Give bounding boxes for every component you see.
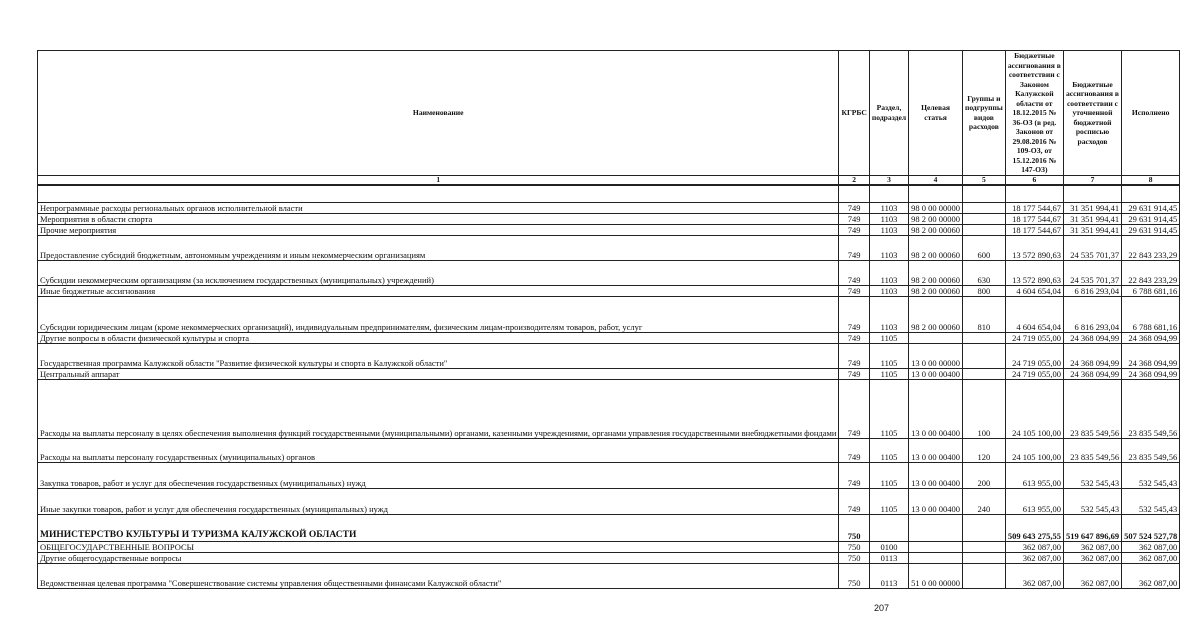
column-number: 2 [839, 175, 869, 185]
cell-group [962, 552, 1005, 563]
cell-kgrbs: 749 [839, 379, 869, 438]
cell-group: 120 [962, 438, 1005, 462]
cell-name: ОБЩЕГОСУДАРСТВЕННЫЕ ВОПРОСЫ [38, 541, 839, 552]
cell-kgrbs: 749 [839, 488, 869, 514]
table-row [38, 552, 1180, 563]
cell-refined: 24 535 701,37 [1063, 235, 1121, 260]
cell-name: Ведомственная целевая программа "Совершенствование системы управления общественными финансами Калужской области" [38, 563, 839, 588]
cell-refined: 532 545,43 [1063, 462, 1121, 488]
cell-executed: 6 788 681,16 [1122, 285, 1180, 296]
page-number: 207 [873, 603, 889, 613]
cell-kgrbs: 750 [839, 563, 869, 588]
header-executed: Исполнено [1122, 51, 1180, 176]
table-row [38, 462, 1180, 488]
cell-article: 13 0 00 00400 [909, 379, 963, 438]
cell-kgrbs: 749 [839, 224, 869, 235]
table-row [38, 332, 1180, 343]
cell-kgrbs: 749 [839, 213, 869, 224]
cell-refined: 362 087,00 [1063, 552, 1121, 563]
spacer-row [38, 185, 1180, 203]
cell-law: 24 105 100,00 [1005, 379, 1063, 438]
cell-kgrbs: 749 [839, 462, 869, 488]
column-number: 3 [869, 175, 908, 185]
cell-group [962, 563, 1005, 588]
cell-group [962, 343, 1005, 368]
cell-kgrbs: 749 [839, 438, 869, 462]
cell-group [962, 514, 1005, 541]
table-row [38, 343, 1180, 368]
cell-refined: 31 351 994,41 [1063, 224, 1121, 235]
cell-group [962, 332, 1005, 343]
cell-group [962, 541, 1005, 552]
cell-group: 100 [962, 379, 1005, 438]
cell-name: Прочие мероприятия [38, 224, 839, 235]
cell-article: 13 0 00 00400 [909, 368, 963, 379]
cell-section: 1105 [869, 438, 908, 462]
cell-name: Другие вопросы в области физической культуры и спорта [38, 332, 839, 343]
cell-law: 24 719 055,00 [1005, 368, 1063, 379]
column-number: 6 [1005, 175, 1063, 185]
header-law-allocation: Бюджетные ассигнования в соответствии с Законом Калужской области от 18.12.2015 № 36-ОЗ (в ред. Законов от 29.08.2016 № 109-ОЗ, от 15.12.2016 № 147-ОЗ) [1005, 51, 1063, 176]
cell-section [869, 514, 908, 541]
cell-refined: 31 351 994,41 [1063, 213, 1121, 224]
cell-article [909, 514, 963, 541]
cell-law: 4 604 654,04 [1005, 296, 1063, 332]
cell-refined: 6 816 293,04 [1063, 296, 1121, 332]
cell-law: 4 604 654,04 [1005, 285, 1063, 296]
cell-name: Субсидии некоммерческим организациям (за исключением государственных (муниципальных) учреждений) [38, 260, 839, 285]
cell-executed: 29 631 914,45 [1122, 202, 1180, 213]
table-row [38, 235, 1180, 260]
cell-executed: 362 087,00 [1122, 541, 1180, 552]
table-row [38, 285, 1180, 296]
cell-executed: 22 843 233,29 [1122, 235, 1180, 260]
header-refined-allocation: Бюджетные ассигнования в соответствии с уточненной бюджетной росписью расходов [1063, 51, 1121, 176]
cell-kgrbs: 750 [839, 514, 869, 541]
cell-name: Центральный аппарат [38, 368, 839, 379]
cell-article [909, 552, 963, 563]
cell-article: 51 0 00 00000 [909, 563, 963, 588]
cell-group: 240 [962, 488, 1005, 514]
table-row [38, 438, 1180, 462]
table-row [38, 296, 1180, 332]
cell-article [909, 541, 963, 552]
cell-kgrbs: 749 [839, 296, 869, 332]
cell-group: 200 [962, 462, 1005, 488]
cell-name: Иные закупки товаров, работ и услуг для обеспечения государственных (муниципальных) нужд [38, 488, 839, 514]
cell-executed: 362 087,00 [1122, 552, 1180, 563]
cell-law: 362 087,00 [1005, 563, 1063, 588]
cell-section: 1105 [869, 332, 908, 343]
cell-kgrbs: 750 [839, 552, 869, 563]
header-expense-group: Группы и подгруппы видов расходов [962, 51, 1005, 176]
cell-group: 630 [962, 260, 1005, 285]
cell-section: 1103 [869, 235, 908, 260]
cell-article: 98 2 00 00060 [909, 224, 963, 235]
table-header-row [38, 51, 1180, 176]
cell-group [962, 213, 1005, 224]
cell-section: 1105 [869, 488, 908, 514]
cell-law: 18 177 544,67 [1005, 202, 1063, 213]
cell-refined: 31 351 994,41 [1063, 202, 1121, 213]
cell-name: Государственная программа Калужской области "Развитие физической культуры и спорта в Калужской области" [38, 343, 839, 368]
cell-name: Непрограммные расходы региональных органов исполнительной власти [38, 202, 839, 213]
cell-law: 362 087,00 [1005, 541, 1063, 552]
cell-name: Иные бюджетные ассигнования [38, 285, 839, 296]
cell-executed: 29 631 914,45 [1122, 213, 1180, 224]
cell-executed: 23 835 549,56 [1122, 438, 1180, 462]
column-number: 5 [962, 175, 1005, 185]
cell-refined: 362 087,00 [1063, 541, 1121, 552]
cell-kgrbs: 750 [839, 541, 869, 552]
cell-law: 613 955,00 [1005, 462, 1063, 488]
cell-law: 24 105 100,00 [1005, 438, 1063, 462]
cell-law: 613 955,00 [1005, 488, 1063, 514]
cell-group: 600 [962, 235, 1005, 260]
table-row [38, 260, 1180, 285]
cell-section: 1103 [869, 224, 908, 235]
cell-executed: 22 843 233,29 [1122, 260, 1180, 285]
table-row [38, 541, 1180, 552]
cell-law: 509 643 275,55 [1005, 514, 1063, 541]
cell-law: 13 572 890,63 [1005, 260, 1063, 285]
table-row [38, 213, 1180, 224]
cell-group: 810 [962, 296, 1005, 332]
cell-section: 0113 [869, 563, 908, 588]
cell-executed: 23 835 549,56 [1122, 379, 1180, 438]
cell-section: 1105 [869, 462, 908, 488]
cell-name: Расходы на выплаты персоналу государственных (муниципальных) органов [38, 438, 839, 462]
cell-group [962, 368, 1005, 379]
cell-article: 98 2 00 00060 [909, 296, 963, 332]
cell-kgrbs: 749 [839, 343, 869, 368]
table-row [38, 224, 1180, 235]
cell-section: 0113 [869, 552, 908, 563]
cell-refined: 24 368 094,99 [1063, 343, 1121, 368]
cell-executed: 24 368 094,99 [1122, 343, 1180, 368]
cell-executed: 532 545,43 [1122, 462, 1180, 488]
cell-section: 1103 [869, 285, 908, 296]
cell-section: 1105 [869, 368, 908, 379]
cell-kgrbs: 749 [839, 235, 869, 260]
cell-law: 18 177 544,67 [1005, 224, 1063, 235]
cell-section: 1103 [869, 296, 908, 332]
cell-section: 1103 [869, 213, 908, 224]
cell-group: 800 [962, 285, 1005, 296]
cell-law: 24 719 055,00 [1005, 343, 1063, 368]
cell-article [909, 332, 963, 343]
table-row [38, 379, 1180, 438]
table-row [38, 514, 1180, 541]
cell-group [962, 224, 1005, 235]
cell-section: 1103 [869, 260, 908, 285]
cell-section: 1105 [869, 343, 908, 368]
cell-kgrbs: 749 [839, 260, 869, 285]
column-number: 7 [1063, 175, 1121, 185]
cell-law: 24 719 055,00 [1005, 332, 1063, 343]
cell-name: Другие общегосударственные вопросы [38, 552, 839, 563]
header-name: Наименование [38, 51, 839, 176]
cell-article: 98 2 00 00000 [909, 213, 963, 224]
cell-article: 13 0 00 00400 [909, 462, 963, 488]
cell-section: 1103 [869, 202, 908, 213]
column-number: 1 [38, 175, 839, 185]
cell-article: 13 0 00 00000 [909, 343, 963, 368]
cell-article: 98 2 00 00060 [909, 235, 963, 260]
cell-group [962, 202, 1005, 213]
cell-name: Предоставление субсидий бюджетным, автономным учреждениям и иным некоммерческим организациям [38, 235, 839, 260]
cell-executed: 24 368 094,99 [1122, 368, 1180, 379]
header-target-article: Целевая статья [909, 51, 963, 176]
cell-section: 0100 [869, 541, 908, 552]
cell-executed: 24 368 094,99 [1122, 332, 1180, 343]
cell-name: Расходы на выплаты персоналу в целях обеспечения выполнения функций государственными (муниципальными) органами, казенными учреждениями, органами управления государственными внебюджетными фондами [38, 379, 839, 438]
cell-refined: 23 835 549,56 [1063, 379, 1121, 438]
cell-executed: 507 524 527,78 [1122, 514, 1180, 541]
cell-refined: 23 835 549,56 [1063, 438, 1121, 462]
cell-refined: 24 368 094,99 [1063, 332, 1121, 343]
cell-kgrbs: 749 [839, 368, 869, 379]
cell-law: 362 087,00 [1005, 552, 1063, 563]
cell-kgrbs: 749 [839, 285, 869, 296]
cell-executed: 6 788 681,16 [1122, 296, 1180, 332]
column-number: 8 [1122, 175, 1180, 185]
table-row [38, 563, 1180, 588]
cell-name: МИНИСТЕРСТВО КУЛЬТУРЫ И ТУРИЗМА КАЛУЖСКОЙ ОБЛАСТИ [38, 514, 839, 541]
cell-refined: 519 647 896,69 [1063, 514, 1121, 541]
budget-execution-table [37, 50, 1180, 589]
header-section: Раздел, подраздел [869, 51, 908, 176]
cell-article: 13 0 00 00400 [909, 438, 963, 462]
cell-refined: 24 535 701,37 [1063, 260, 1121, 285]
cell-executed: 362 087,00 [1122, 563, 1180, 588]
cell-article: 13 0 00 00400 [909, 488, 963, 514]
cell-kgrbs: 749 [839, 202, 869, 213]
cell-name: Субсидии юридическим лицам (кроме некоммерческих организаций), индивидуальным предпринимателям, физическим лицам-производителям товаров, работ, услуг [38, 296, 839, 332]
cell-law: 13 572 890,63 [1005, 235, 1063, 260]
cell-refined: 24 368 094,99 [1063, 368, 1121, 379]
header-kgrbs: КГРБС [839, 51, 869, 176]
table-row [38, 202, 1180, 213]
cell-refined: 6 816 293,04 [1063, 285, 1121, 296]
table-row [38, 368, 1180, 379]
column-number-row [38, 175, 1180, 185]
cell-section: 1105 [869, 379, 908, 438]
cell-article: 98 2 00 00060 [909, 260, 963, 285]
cell-refined: 532 545,43 [1063, 488, 1121, 514]
cell-article: 98 2 00 00060 [909, 285, 963, 296]
cell-kgrbs: 749 [839, 332, 869, 343]
cell-executed: 29 631 914,45 [1122, 224, 1180, 235]
cell-executed: 532 545,43 [1122, 488, 1180, 514]
cell-refined: 362 087,00 [1063, 563, 1121, 588]
cell-law: 18 177 544,67 [1005, 213, 1063, 224]
cell-name: Мероприятия в области спорта [38, 213, 839, 224]
cell-article: 98 0 00 00000 [909, 202, 963, 213]
table-row [38, 488, 1180, 514]
cell-name: Закупка товаров, работ и услуг для обеспечения государственных (муниципальных) нужд [38, 462, 839, 488]
column-number: 4 [909, 175, 963, 185]
